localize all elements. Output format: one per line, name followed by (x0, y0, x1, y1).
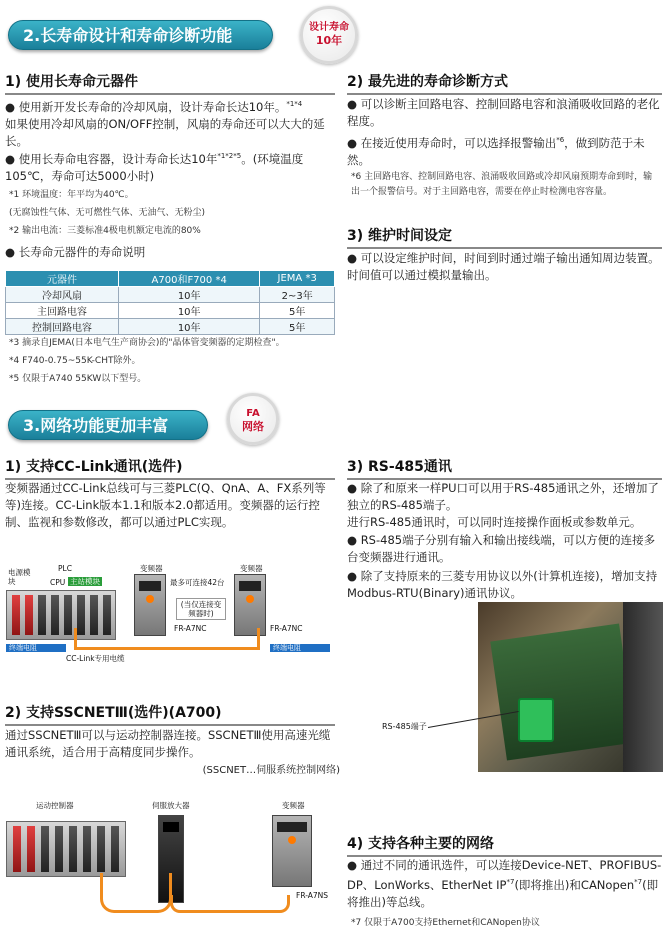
networks-p1b: (即将推出)和CANopen (514, 877, 635, 892)
inverter-2 (234, 574, 266, 636)
sscnet-note: (SSCNET…伺服系统控制网络) (202, 765, 340, 776)
note-3: *3 摘录自JEMA(日本电气生产商协会)的"晶体管变频器的定期检查"。 (9, 338, 285, 348)
table-cell: 2~3年 (260, 287, 335, 303)
only-inverter-note: (当仅连接变频器时) (176, 598, 226, 620)
motion-slot (55, 826, 63, 872)
cclink-diagram (0, 560, 340, 665)
table-cell: 主回路电容 (6, 303, 119, 319)
long-life-p1: ● 使用新开发长寿命的冷却风扇，设计寿命长达10年。 (5, 99, 287, 114)
motion-slot (69, 826, 77, 872)
table-header: A700和F700 *4 (119, 271, 260, 287)
inverter-screen (239, 581, 261, 591)
plc-slot (38, 595, 46, 635)
inverter-1 (134, 574, 166, 636)
rs485-paragraph-2: ● RS-485端子分别有输入和输出接线端，可以方便的连接多台变频器进行通讯。 (347, 533, 656, 564)
table-row (6, 287, 335, 303)
sscnet-inverter (272, 815, 312, 887)
table-cell: 控制回路电容 (6, 319, 119, 335)
section3-banner (8, 410, 208, 440)
diagnosis-paragraph-1: ● 可以诊断主回路电容、控制回路电容和浪涌吸收回路的老化程度。 (347, 97, 660, 128)
networks-heading: 4) 支持各种主要的网络 (347, 834, 662, 857)
rs485-heading: 3) RS-485通讯 (347, 457, 662, 480)
terminal-resistor-right (270, 644, 330, 652)
model-label-2: FR-A7NC (270, 624, 303, 633)
sscnet-paragraph: 通过SSCNETⅢ可以与运动控制器连接。SSCNETⅢ使用高速光缆通讯系统，适合用于高精度同步操作。 (5, 728, 331, 759)
sscnet-model-label: FR-A7NS (296, 891, 329, 900)
maintenance-heading: 3) 维护时间设定 (347, 226, 662, 249)
long-life-heading: 1) 使用长寿命元器件 (5, 72, 335, 95)
table-cell: 10年 (119, 303, 260, 319)
lifetime-table (5, 270, 335, 335)
note-1: *1 环境温度：年平均为40℃。 (9, 190, 134, 200)
note-2: *2 输出电流：三菱标准4极电机额定电流的80% (9, 226, 201, 236)
sscnet-heading: 2) 支持SSCNETⅢ(选件)(A700) (5, 703, 335, 726)
maintenance-paragraph: ● 可以设定维护时间，时间到时通过端子输出通知周边装置。时间值可以通过模拟量输出。 (347, 251, 660, 282)
long-life-paragraph-2 (5, 148, 335, 185)
networks-paragraph (347, 857, 665, 911)
lifetime-badge (300, 6, 358, 64)
section2-banner (8, 20, 273, 50)
motion-controller-label: 运动控制器 (36, 801, 74, 810)
rs485-terminal-block (518, 698, 554, 742)
motion-rack (6, 821, 126, 877)
inverter2-label: 变频器 (240, 564, 263, 573)
table-header-row (6, 271, 335, 287)
diagnosis-p2: ● 在接近使用寿命时，可以选择报警输出 (347, 135, 557, 150)
table-header: JEMA *3 (260, 271, 335, 287)
rs485-terminal-label: RS-485端子 (382, 722, 427, 731)
motion-slot (83, 826, 91, 872)
motion-slot (41, 826, 49, 872)
master-module-label: 主站模块 (70, 577, 100, 586)
inverter-screen (277, 822, 307, 832)
diagnosis-heading: 2) 最先进的寿命诊断方式 (347, 72, 662, 95)
diagnosis-paragraph-2 (347, 132, 662, 169)
section3-title: 3.网络功能更加丰富 (23, 416, 169, 435)
rs485-terminal-photo (478, 602, 663, 772)
note-6: *6 主回路电容、控制回路电容、浪涌吸收回路或冷却风扇预期寿命到时，输出一个报警信号。对于主回路电容，需要在停止时检测电容容量。 (351, 172, 653, 197)
badge-line1: 设计寿命 (309, 22, 349, 33)
note-1b: (无腐蚀性气体、无可燃性气体、无油气、无粉尘) (9, 208, 206, 218)
table-row (6, 303, 335, 319)
table-cell: 10年 (119, 287, 260, 303)
diagnosis-p2b: ，做到防范于未然。 (347, 135, 645, 167)
badge-line2: 网络 (242, 420, 264, 433)
networks-p1c: (即将推出)等总线。 (347, 877, 659, 909)
photo-board (490, 624, 635, 761)
cclink-cable (74, 628, 260, 650)
plc-slot (51, 595, 59, 635)
long-life-p1-sup: *1*4 (286, 100, 303, 108)
motion-slot (13, 826, 21, 872)
cclink-cable-label: CC-Link专用电缆 (66, 654, 125, 663)
servo-screen (163, 822, 179, 832)
motion-slot (97, 826, 105, 872)
inverter-knob (288, 836, 296, 844)
badge-line1: FA (246, 408, 260, 419)
plc-slot (12, 595, 20, 635)
long-life-p2-sup: *1*2*5 (217, 152, 242, 160)
inverter-knob (246, 595, 254, 603)
long-life-p1b: 如果使用冷却风扇的ON/OFF控制，风扇的寿命还可以大大的延长。 (5, 116, 325, 148)
inverter-screen (139, 581, 161, 591)
table-row (6, 319, 335, 335)
note-7: *7 仅限于A700支持Ethernet和CANopen协议 (351, 918, 540, 928)
table-cell: 5年 (260, 319, 335, 335)
cclink-paragraph: 变频器通过CC-Link总线可与三菱PLC(Q、QnA、A、FX系列等等)连接。CC-Link版本1.1和版本2.0都适用。变频器的运行控制、监视和参数修改，都可以通过PLC实现。 (5, 481, 326, 529)
sscnet-inverter-label: 变频器 (282, 801, 305, 810)
optical-cable-2 (170, 895, 290, 913)
terminal-label-right: 终端电阻 (273, 644, 301, 652)
rs485-p1: ● 除了和原来一样PU口可以用于RS-485通讯之外，还增加了独立的RS-485端子。 (347, 481, 659, 512)
note-5: *5 仅限于A740 55KW以下型号。 (9, 374, 147, 384)
long-life-p2: ● 使用长寿命电容器，设计寿命长达10年 (5, 151, 218, 166)
motion-slot (27, 826, 35, 872)
terminal-label-left: 终端电阻 (9, 644, 37, 652)
inverter-knob (146, 595, 154, 603)
table-header: 元器件 (6, 271, 119, 287)
plc-slot (25, 595, 33, 635)
rs485-p1b: 进行RS-485通讯时，可以同时连接操作面板或参数单元。 (347, 515, 642, 529)
long-life-p2b: 。(环境温度105℃，寿命可达5000小时) (5, 151, 304, 183)
plc-slot (64, 595, 72, 635)
table-cell: 10年 (119, 319, 260, 335)
section2-title: 2.长寿命设计和寿命诊断功能 (23, 26, 233, 45)
rs485-paragraph-1 (347, 480, 662, 531)
servo-amp-label: 伺服放大器 (152, 801, 190, 810)
model-label-1: FR-A7NC (174, 624, 207, 633)
table-cell: 5年 (260, 303, 335, 319)
optical-cable-1 (100, 873, 172, 913)
max-connect-label: 最多可连接42台 (170, 578, 225, 587)
plc-label: PLC (58, 564, 72, 573)
rs485-paragraph-3: ● 除了支持原来的三菱专用协议以外(计算机连接)，增加支持Modbus-RTU(Binary)通讯协议。 (347, 569, 658, 600)
sscnet-diagram (0, 795, 340, 930)
network-badge (227, 393, 279, 445)
cpu-label: CPU (50, 578, 66, 587)
power-module-label: 电源模块 (8, 568, 31, 586)
long-life-paragraph-3: ● 长寿命元器件的寿命说明 (5, 245, 146, 259)
cclink-heading: 1) 支持CC-Link通讯(选件) (5, 457, 335, 480)
badge-line2: 10年 (315, 34, 343, 47)
note-4: *4 F740-0.75~55K-CHT除外。 (9, 356, 141, 366)
photo-housing (623, 602, 663, 772)
table-cell: 冷却风扇 (6, 287, 119, 303)
diagnosis-p2-sup: *6 (556, 136, 565, 144)
networks-p1: ● 通过不同的通讯选件，可以连接Device-NET、PROFIBUS-DP、LonWorks、EtherNet IP (347, 858, 662, 892)
terminal-resistor-left (6, 644, 66, 652)
inverter1-label: 变频器 (140, 564, 163, 573)
networks-sup2: *7 (634, 878, 643, 886)
long-life-paragraph-1 (5, 96, 335, 150)
networks-sup1: *7 (506, 878, 515, 886)
motion-slot (111, 826, 119, 872)
